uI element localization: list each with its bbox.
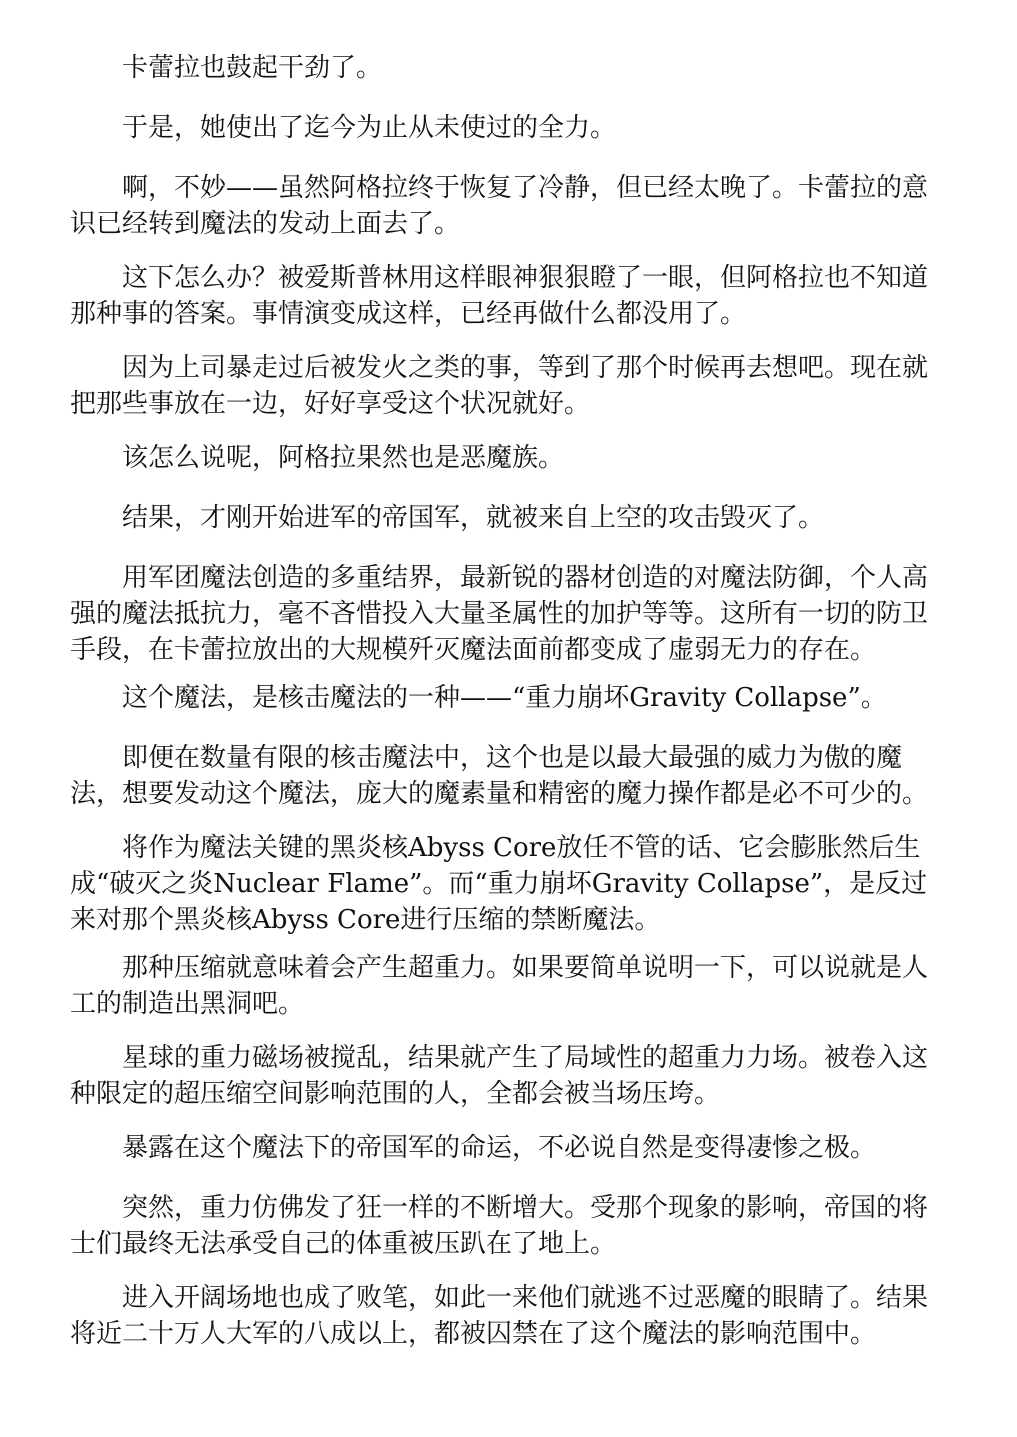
paragraph-4: 这下怎么办？被爱斯普林用这样眼神狠狠瞪了一眼，但阿格拉也不知道那种事的答案。事情演变成这样，已经再做什么都没用了。 (70, 263, 929, 329)
paragraph-15: 突然，重力仿佛发了狂一样的不断增大。受那个现象的影响，帝国的将士们最终无法承受自己的体重被压趴在了地上。 (70, 1193, 929, 1259)
paragraph-9: 这个魔法，是核击魔法的一种——“重力崩坏Gravity Collapse”。 (122, 683, 887, 713)
paragraph-6: 该怎么说呢，阿格拉果然也是恶魔族。 (122, 443, 565, 473)
paragraph-1: 卡蕾拉也鼓起干劲了。 (122, 53, 383, 83)
paragraph-5: 因为上司暴走过后被发火之类的事，等到了那个时候再去想吧。现在就把那些事放在一边，好好享受这个状况就好。 (70, 353, 929, 419)
paragraph-3: 啊，不妙——虽然阿格拉终于恢复了冷静，但已经太晚了。卡蕾拉的意识已经转到魔法的发动上面去了。 (70, 173, 929, 239)
paragraph-10: 即便在数量有限的核击魔法中，这个也是以最大最强的威力为傲的魔法，想要发动这个魔法，庞大的魔素量和精密的魔力操作都是必不可少的。 (70, 743, 929, 809)
paragraph-7: 结果，才刚开始进军的帝国军，就被来自上空的攻击毁灭了。 (122, 503, 825, 533)
paragraph-2: 于是，她使出了迄今为止从未使过的全力。 (122, 113, 617, 143)
paragraph-14: 暴露在这个魔法下的帝国军的命运，不必说自然是变得凄惨之极。 (122, 1133, 877, 1163)
paragraph-13: 星球的重力磁场被搅乱，结果就产生了局域性的超重力力场。被卷入这种限定的超压缩空间影响范围的人，全都会被当场压垮。 (70, 1043, 929, 1109)
paragraph-12: 那种压缩就意味着会产生超重力。如果要简单说明一下，可以说就是人工的制造出黑洞吧。 (70, 953, 929, 1019)
paragraph-11: 将作为魔法关键的黑炎核Abyss Core放任不管的话、它会膨胀然后生成“破灭之炎Nuclear Flame”。而“重力崩坏Gravity Collapse”，是反过来对那个黑炎核Abyss Core进行压缩的禁断魔法。 (70, 833, 928, 935)
paragraph-8: 用军团魔法创造的多重结界，最新锐的器材创造的对魔法防御，个人高强的魔法抵抗力，毫不吝惜投入大量圣属性的加护等等。这所有一切的防卫手段，在卡蕾拉放出的大规模歼灭魔法面前都变成了虚弱无力的存在。 (70, 563, 929, 665)
paragraph-16: 进入开阔场地也成了败笔，如此一来他们就逃不过恶魔的眼睛了。结果将近二十万人大军的八成以上，都被囚禁在了这个魔法的影响范围中。 (70, 1283, 929, 1349)
